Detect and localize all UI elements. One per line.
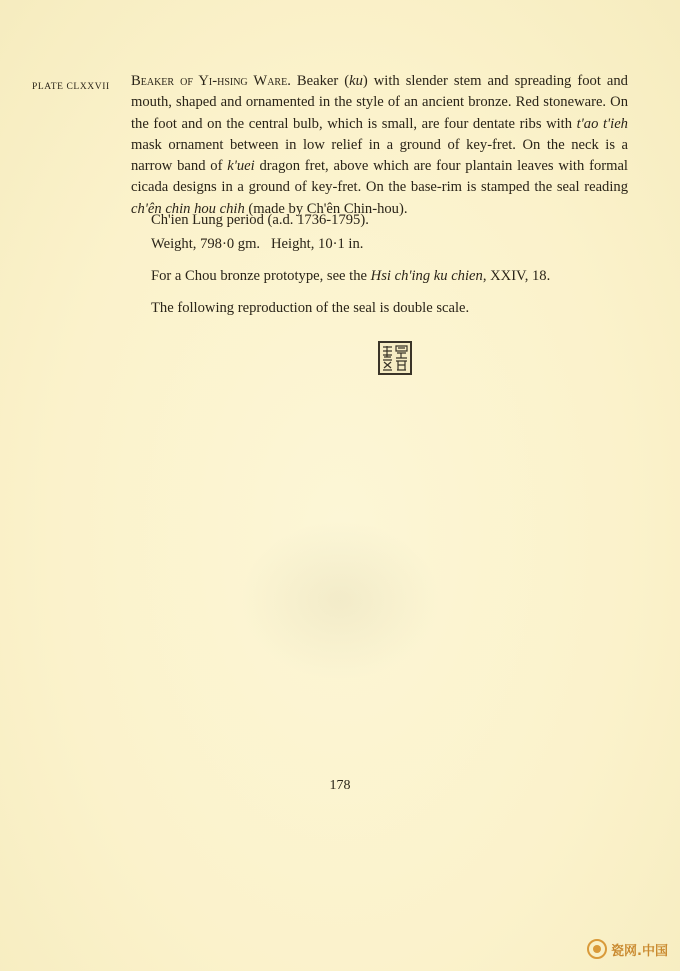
reference-prefix: For a Chou bronze prototype, see the	[151, 268, 371, 284]
seal-reading: ch'ên chin hou chih	[131, 200, 245, 217]
description-paragraph	[131, 71, 628, 220]
site-watermark	[587, 939, 668, 959]
show-through-stain	[240, 520, 440, 680]
watermark-text: 瓷网.中国	[611, 943, 668, 959]
reference-suffix: , XXIV, 18.	[482, 268, 551, 284]
period-line: Ch'ien Lung period (a.d. 1736-1795).	[151, 212, 369, 228]
measurements-line: Weight, 798·0 gm. Height, 10·1 in.	[151, 236, 364, 252]
seal-image	[378, 341, 412, 375]
reference-line	[151, 268, 550, 285]
plate-number: PLATE CLXXVII	[32, 82, 110, 92]
term-taotieh: t'ao t'ieh	[576, 115, 628, 132]
seal-characters-icon	[380, 343, 410, 373]
object-title: Beaker of Yi-hsing Ware.	[131, 73, 291, 89]
page-number: 178	[329, 778, 351, 793]
plate-description	[131, 71, 628, 220]
description-text-4: dragon fret, above which are four plantain leaves with formal cicada designs in a ground of key-fret. On the base-rim is stamped the seal reading	[131, 158, 628, 196]
term-kuei: k'uei	[227, 158, 255, 175]
watermark-logo-icon	[587, 939, 607, 959]
term-ku: ku	[349, 73, 363, 89]
description-text-1: Beaker (	[296, 73, 350, 89]
seal-note: The following reproduction of the seal is double scale.	[151, 300, 470, 316]
reference-book: Hsi ch'ing ku chien	[370, 268, 483, 284]
description-text-3: mask ornament between in low relief in a ground of key-fret. On the neck is a narrow band of	[131, 136, 628, 175]
description-text-2: ) with slender stem and spreading foot and mouth, shaped and ornamented in the style of an ancient bronze. Red stoneware. On the foot and on the central bulb, which is small, are four dentate ribs with	[131, 73, 628, 132]
description-text-5: (made by Ch'ên Chin-hou).	[244, 200, 408, 217]
